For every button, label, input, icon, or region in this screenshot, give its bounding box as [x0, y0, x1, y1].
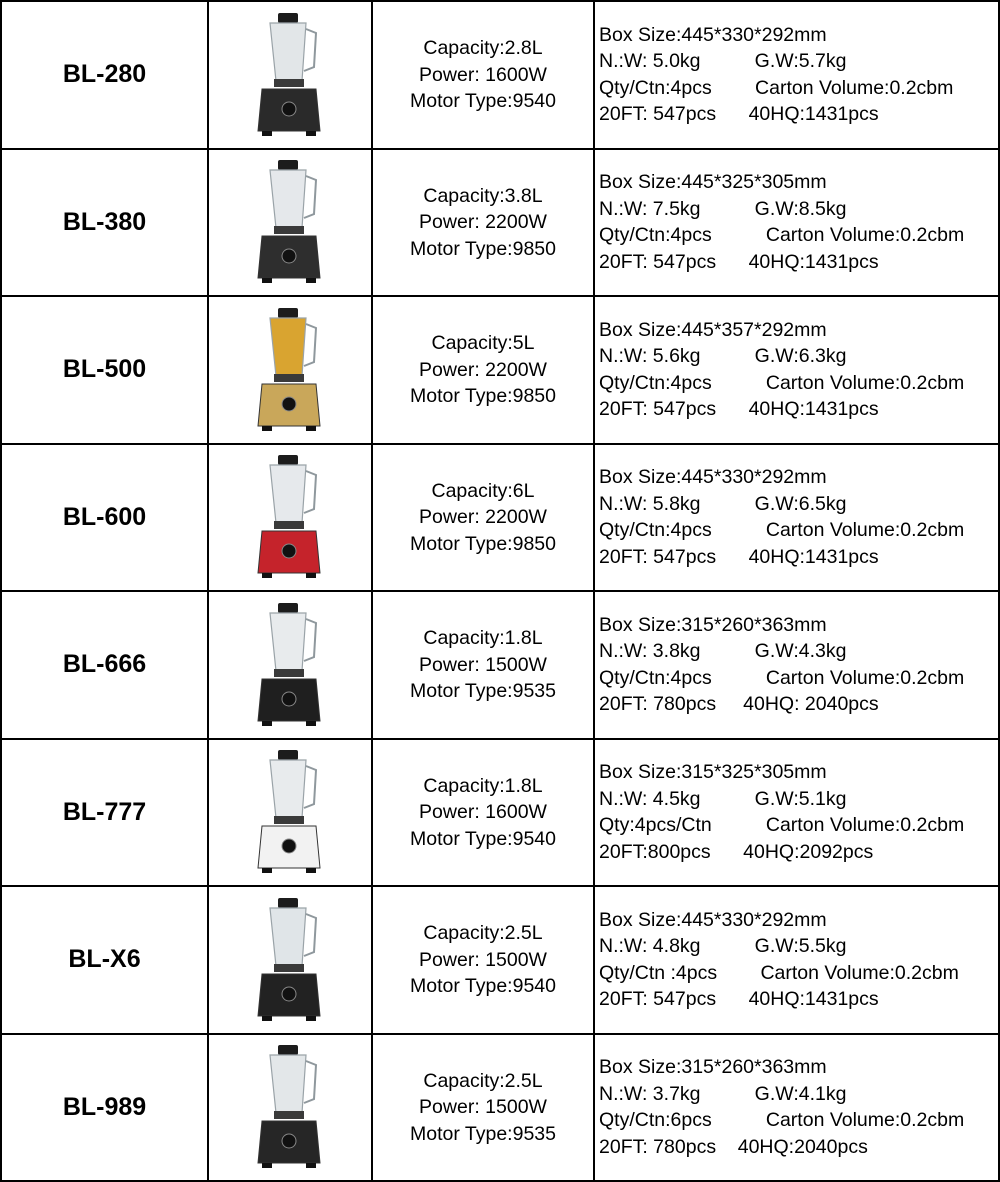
motor-type-text: Motor Type:9850 — [410, 237, 556, 260]
packing-cell — [594, 149, 999, 297]
product-image-cell — [208, 1034, 372, 1182]
product-image-cell — [208, 296, 372, 444]
box-size-text: Box Size:445*330*292mm — [599, 466, 827, 489]
container-load-text: 20FT: 547pcs 40HQ:1431pcs — [599, 988, 879, 1011]
white-blender-icon — [250, 748, 330, 876]
capacity-text: Capacity:3.8L — [423, 184, 543, 207]
model-cell — [1, 1, 208, 149]
spec-cell — [372, 444, 594, 592]
model-name: BL-380 — [62, 207, 147, 236]
black-blender-icon — [250, 601, 330, 729]
model-name: BL-777 — [62, 797, 147, 826]
capacity-text: Capacity:6L — [431, 479, 535, 502]
motor-type-text: Motor Type:9535 — [410, 680, 556, 702]
gold-blender-icon — [250, 306, 330, 434]
weight-text: N.:W: 5.8kg G.W:6.5kg — [599, 492, 847, 515]
table-row — [1, 444, 999, 592]
quantity-text: Qty/Ctn:6pcs Carton Volume:0.2cbm — [599, 1109, 965, 1132]
black-blender-icon — [250, 1043, 330, 1171]
box-size-text: Box Size:445*330*292mm — [599, 908, 827, 931]
model-name: BL-989 — [62, 1092, 147, 1121]
quantity-text: Qty/Ctn :4pcs Carton Volume:0.2cbm — [599, 961, 959, 984]
model-cell — [1, 886, 208, 1034]
motor-type-text: Motor Type:9850 — [410, 385, 556, 407]
table-row — [1, 739, 999, 887]
quantity-text: Qty/Ctn:4pcs Carton Volume:0.2cbm — [599, 224, 965, 247]
capacity-text: Capacity:1.8L — [423, 627, 543, 649]
packing-cell — [594, 1, 999, 149]
model-cell — [1, 296, 208, 444]
packing-cell — [594, 591, 999, 739]
box-size-text: Box Size:315*260*363mm — [599, 613, 827, 636]
quantity-text: Qty/Ctn:4pcs Carton Volume:0.2cbm — [599, 519, 965, 542]
weight-text: N.:W: 3.7kg G.W:4.1kg — [599, 1082, 847, 1105]
container-load-text: 20FT:800pcs 40HQ:2092pcs — [599, 840, 874, 863]
packing-cell — [594, 1034, 999, 1182]
motor-type-text: Motor Type:9540 — [410, 975, 556, 997]
table-row — [1, 296, 999, 444]
weight-text: N.:W: 4.8kg G.W:5.5kg — [599, 935, 847, 958]
power-text: Power: 2200W — [419, 211, 547, 233]
weight-text: N.:W: 4.5kg G.W:5.1kg — [599, 787, 847, 810]
container-load-text: 20FT: 547pcs 40HQ:1431pcs — [599, 250, 879, 273]
model-name: BL-666 — [62, 650, 147, 679]
container-load-text: 20FT: 780pcs 40HQ:2040pcs — [599, 1135, 868, 1158]
quantity-text: Qty/Ctn:4pcs Carton Volume:0.2cbm — [599, 666, 965, 689]
model-cell — [1, 149, 208, 297]
spec-cell — [372, 1034, 594, 1182]
power-text: Power: 1500W — [419, 653, 547, 676]
power-text: Power: 1500W — [419, 948, 547, 971]
table-row — [1, 1034, 999, 1182]
model-cell — [1, 591, 208, 739]
spec-cell — [372, 149, 594, 297]
model-cell — [1, 444, 208, 592]
product-image-cell — [208, 886, 372, 1034]
container-load-text: 20FT: 547pcs 40HQ:1431pcs — [599, 545, 879, 568]
table-row — [1, 1, 999, 149]
box-size-text: Box Size:445*330*292mm — [599, 23, 827, 46]
spec-cell — [372, 886, 594, 1034]
capacity-text: Capacity:5L — [431, 332, 535, 354]
power-text: Power: 2200W — [419, 358, 547, 381]
quantity-text: Qty/Ctn:4pcs Carton Volume:0.2cbm — [599, 76, 954, 99]
weight-text: N.:W: 3.8kg G.W:4.3kg — [599, 640, 847, 663]
packing-cell — [594, 739, 999, 887]
motor-type-text: Motor Type:9850 — [410, 532, 556, 555]
product-image-cell — [208, 444, 372, 592]
quantity-text: Qty:4pcs/Ctn Carton Volume:0.2cbm — [599, 814, 965, 837]
weight-text: N.:W: 5.0kg G.W:5.7kg — [599, 50, 847, 73]
power-text: Power: 1600W — [419, 63, 547, 86]
box-size-text: Box Size:315*260*363mm — [599, 1056, 827, 1079]
model-cell — [1, 1034, 208, 1182]
power-text: Power: 1500W — [419, 1096, 547, 1118]
model-name: BL-X6 — [68, 945, 141, 974]
weight-text: N.:W: 5.6kg G.W:6.3kg — [599, 345, 847, 368]
packing-cell — [594, 296, 999, 444]
product-image-cell — [208, 591, 372, 739]
packing-cell — [594, 886, 999, 1034]
box-size-text: Box Size:315*325*305mm — [599, 761, 827, 784]
container-load-text: 20FT: 547pcs 40HQ:1431pcs — [599, 398, 879, 421]
product-image-cell — [208, 1, 372, 149]
model-name: BL-280 — [62, 60, 147, 89]
model-name: BL-600 — [62, 502, 147, 531]
table-row — [1, 149, 999, 297]
red-blender-icon — [250, 453, 330, 581]
motor-type-text: Motor Type:9540 — [410, 827, 556, 850]
spec-cell — [372, 296, 594, 444]
capacity-text: Capacity:2.5L — [423, 922, 543, 944]
black-blender-icon — [250, 11, 330, 139]
motor-type-text: Motor Type:9535 — [410, 1122, 556, 1145]
product-image-cell — [208, 149, 372, 297]
spec-cell — [372, 1, 594, 149]
model-name: BL-500 — [62, 355, 147, 384]
spec-cell — [372, 739, 594, 887]
container-load-text: 20FT: 780pcs 40HQ: 2040pcs — [599, 693, 879, 716]
quantity-text: Qty/Ctn:4pcs Carton Volume:0.2cbm — [599, 371, 965, 394]
packing-cell — [594, 444, 999, 592]
model-cell — [1, 739, 208, 887]
product-image-cell — [208, 739, 372, 887]
capacity-text: Capacity:2.5L — [423, 1069, 543, 1092]
power-text: Power: 2200W — [419, 506, 547, 528]
black-blender-icon — [250, 896, 330, 1024]
table-row — [1, 591, 999, 739]
container-load-text: 20FT: 547pcs 40HQ:1431pcs — [599, 103, 879, 126]
capacity-text: Capacity:1.8L — [423, 774, 543, 797]
black-blender-icon — [250, 158, 330, 286]
capacity-text: Capacity:2.8L — [423, 37, 543, 59]
power-text: Power: 1600W — [419, 801, 547, 823]
box-size-text: Box Size:445*357*292mm — [599, 318, 827, 341]
table-row — [1, 886, 999, 1034]
spec-cell — [372, 591, 594, 739]
box-size-text: Box Size:445*325*305mm — [599, 171, 827, 194]
motor-type-text: Motor Type:9540 — [410, 90, 556, 112]
weight-text: N.:W: 7.5kg G.W:8.5kg — [599, 197, 847, 220]
